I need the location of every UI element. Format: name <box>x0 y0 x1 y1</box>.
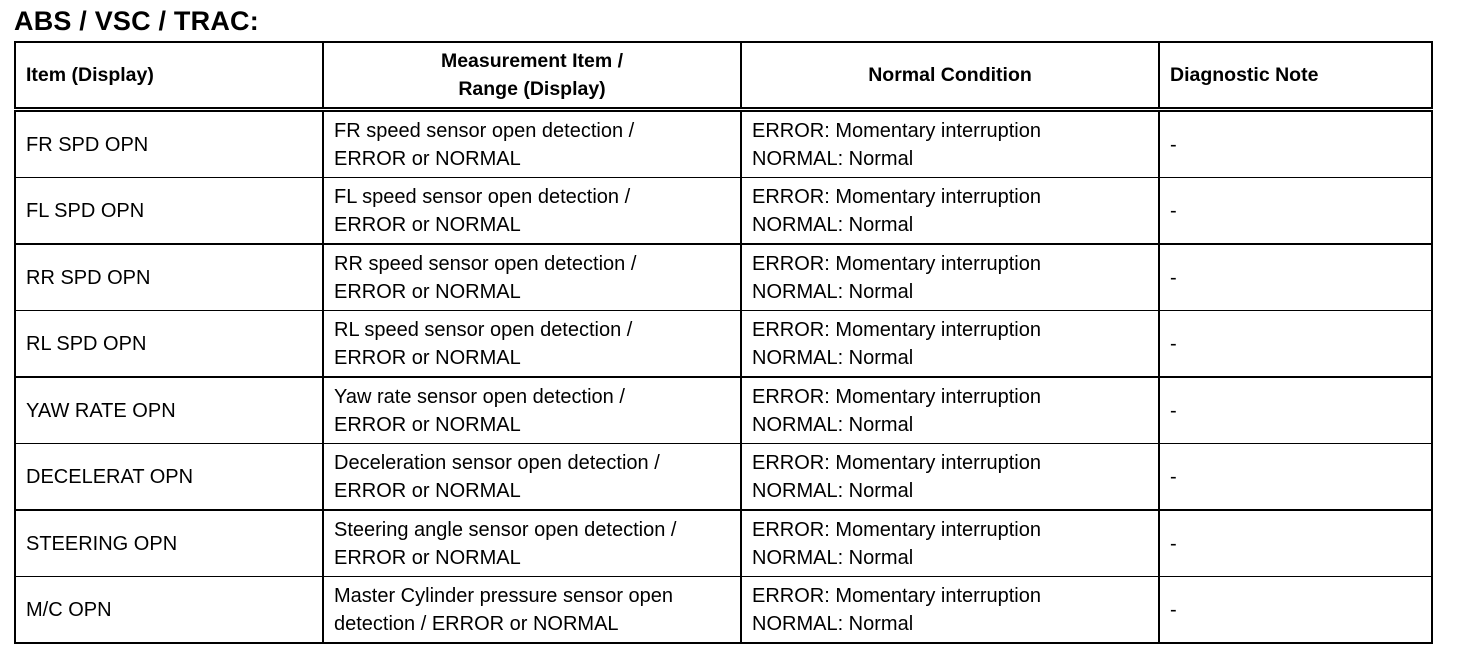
cell-normal-line2: NORMAL: Normal <box>752 280 914 303</box>
cell-normal-line1: ERROR: Momentary interruption <box>752 518 1041 541</box>
header-item-label: Item (Display) <box>26 64 154 86</box>
cell-measurement-line2: detection / ERROR or NORMAL <box>334 612 619 635</box>
cell-item: FR SPD OPN <box>15 110 323 178</box>
table-row <box>15 377 1432 444</box>
cell-note: - <box>1159 311 1432 378</box>
cell-normal <box>741 311 1159 378</box>
header-normal-label: Normal Condition <box>868 64 1032 86</box>
cell-measurement-line1: RL speed sensor open detection / <box>334 318 633 341</box>
cell-measurement <box>323 577 741 644</box>
cell-normal-line2: NORMAL: Normal <box>752 479 914 502</box>
cell-normal <box>741 244 1159 311</box>
cell-normal-line2: NORMAL: Normal <box>752 213 914 236</box>
header-normal <box>741 42 1159 110</box>
cell-item: RR SPD OPN <box>15 244 323 311</box>
cell-normal <box>741 577 1159 644</box>
header-item <box>15 42 323 110</box>
cell-normal-line2: NORMAL: Normal <box>752 612 914 635</box>
cell-note: - <box>1159 444 1432 511</box>
cell-normal-line1: ERROR: Momentary interruption <box>752 119 1041 142</box>
cell-normal <box>741 510 1159 577</box>
cell-item: M/C OPN <box>15 577 323 644</box>
table-row <box>15 577 1432 644</box>
header-measurement-line1: Measurement Item / <box>440 50 624 72</box>
cell-measurement-line2: ERROR or NORMAL <box>334 213 521 236</box>
cell-normal-line1: ERROR: Momentary interruption <box>752 318 1041 341</box>
table-header <box>15 42 1432 110</box>
cell-item: YAW RATE OPN <box>15 377 323 444</box>
cell-measurement-line1: Deceleration sensor open detection / <box>334 451 660 474</box>
table-row <box>15 244 1432 311</box>
cell-normal-line1: ERROR: Momentary interruption <box>752 385 1041 408</box>
cell-item: RL SPD OPN <box>15 311 323 378</box>
header-measurement <box>323 42 741 110</box>
table-row <box>15 444 1432 511</box>
cell-measurement <box>323 311 741 378</box>
cell-normal-line2: NORMAL: Normal <box>752 413 914 436</box>
cell-note: - <box>1159 510 1432 577</box>
cell-note: - <box>1159 110 1432 178</box>
cell-measurement <box>323 110 741 178</box>
cell-measurement-line1: FL speed sensor open detection / <box>334 185 631 208</box>
table-row <box>15 110 1432 178</box>
cell-measurement-line2: ERROR or NORMAL <box>334 280 521 303</box>
cell-measurement-line1: RR speed sensor open detection / <box>334 252 637 275</box>
cell-normal-line1: ERROR: Momentary interruption <box>752 185 1041 208</box>
cell-measurement-line1: Steering angle sensor open detection / <box>334 518 677 541</box>
cell-normal <box>741 377 1159 444</box>
cell-normal-line2: NORMAL: Normal <box>752 546 914 569</box>
cell-item: DECELERAT OPN <box>15 444 323 511</box>
data-table <box>14 41 1433 644</box>
cell-normal-line1: ERROR: Momentary interruption <box>752 584 1041 607</box>
cell-note: - <box>1159 577 1432 644</box>
cell-normal-line2: NORMAL: Normal <box>752 147 914 170</box>
cell-normal <box>741 110 1159 178</box>
cell-measurement <box>323 377 741 444</box>
cell-measurement <box>323 244 741 311</box>
page-title: ABS / VSC / TRAC: <box>14 6 259 36</box>
cell-measurement-line1: Master Cylinder pressure sensor open <box>334 584 674 607</box>
cell-measurement <box>323 178 741 245</box>
cell-normal <box>741 444 1159 511</box>
cell-measurement-line2: ERROR or NORMAL <box>334 546 521 569</box>
cell-measurement <box>323 510 741 577</box>
cell-measurement <box>323 444 741 511</box>
table-row <box>15 178 1432 245</box>
header-row <box>15 42 1432 110</box>
cell-measurement-line2: ERROR or NORMAL <box>334 147 521 170</box>
header-note-label: Diagnostic Note <box>1170 64 1319 86</box>
cell-note: - <box>1159 244 1432 311</box>
cell-measurement-line1: Yaw rate sensor open detection / <box>334 385 625 408</box>
header-note <box>1159 42 1432 110</box>
cell-measurement-line2: ERROR or NORMAL <box>334 413 521 436</box>
cell-measurement-line2: ERROR or NORMAL <box>334 346 521 369</box>
table-row <box>15 311 1432 378</box>
cell-normal-line2: NORMAL: Normal <box>752 346 914 369</box>
cell-normal-line1: ERROR: Momentary interruption <box>752 252 1041 275</box>
cell-normal <box>741 178 1159 245</box>
cell-note: - <box>1159 178 1432 245</box>
table-body <box>15 110 1432 644</box>
cell-measurement-line2: ERROR or NORMAL <box>334 479 521 502</box>
cell-item: FL SPD OPN <box>15 178 323 245</box>
cell-note: - <box>1159 377 1432 444</box>
cell-measurement-line1: FR speed sensor open detection / <box>334 119 635 142</box>
table-row <box>15 510 1432 577</box>
cell-item: STEERING OPN <box>15 510 323 577</box>
header-measurement-line2: Range (Display) <box>458 78 606 100</box>
cell-normal-line1: ERROR: Momentary interruption <box>752 451 1041 474</box>
